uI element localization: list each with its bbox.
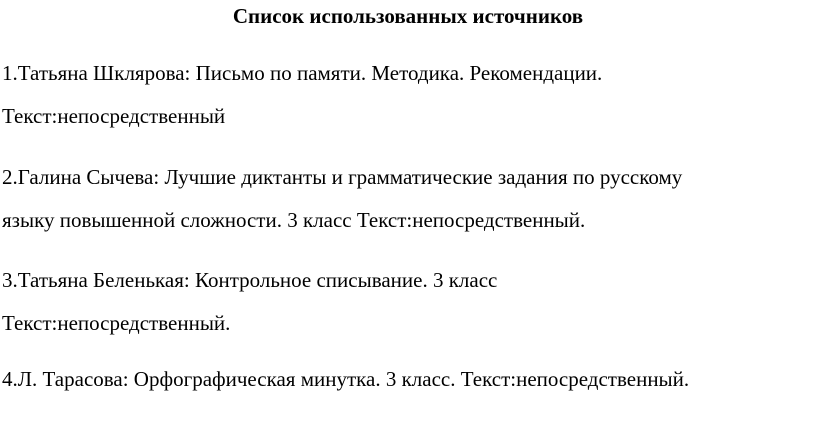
entry-line: языку повышенной сложности. 3 класс Текст:непосредственный. xyxy=(2,208,586,232)
bibliography-entry-2 xyxy=(2,156,812,242)
entry-line: 1.Татьяна Шклярова: Письмо по памяти. Методика. Рекомендации. xyxy=(2,61,603,85)
bibliography-entry-3 xyxy=(2,259,812,345)
bibliography-entry-1 xyxy=(2,52,812,138)
entry-line: 3.Татьяна Беленькая: Контрольное списывание. 3 класс xyxy=(2,268,498,292)
page-title: Список использованных источников xyxy=(232,4,584,28)
bibliography-entry-4 xyxy=(2,358,812,401)
entry-line: 2.Галина Сычева: Лучшие диктанты и грамматические задания по русскому xyxy=(2,165,683,189)
entry-line: 4.Л. Тарасова: Орфографическая минутка. 3 класс. Текст:непосредственный. xyxy=(2,367,690,391)
entry-line: Текст:непосредственный xyxy=(2,104,226,128)
entry-line: Текст:непосредственный. xyxy=(2,311,231,335)
